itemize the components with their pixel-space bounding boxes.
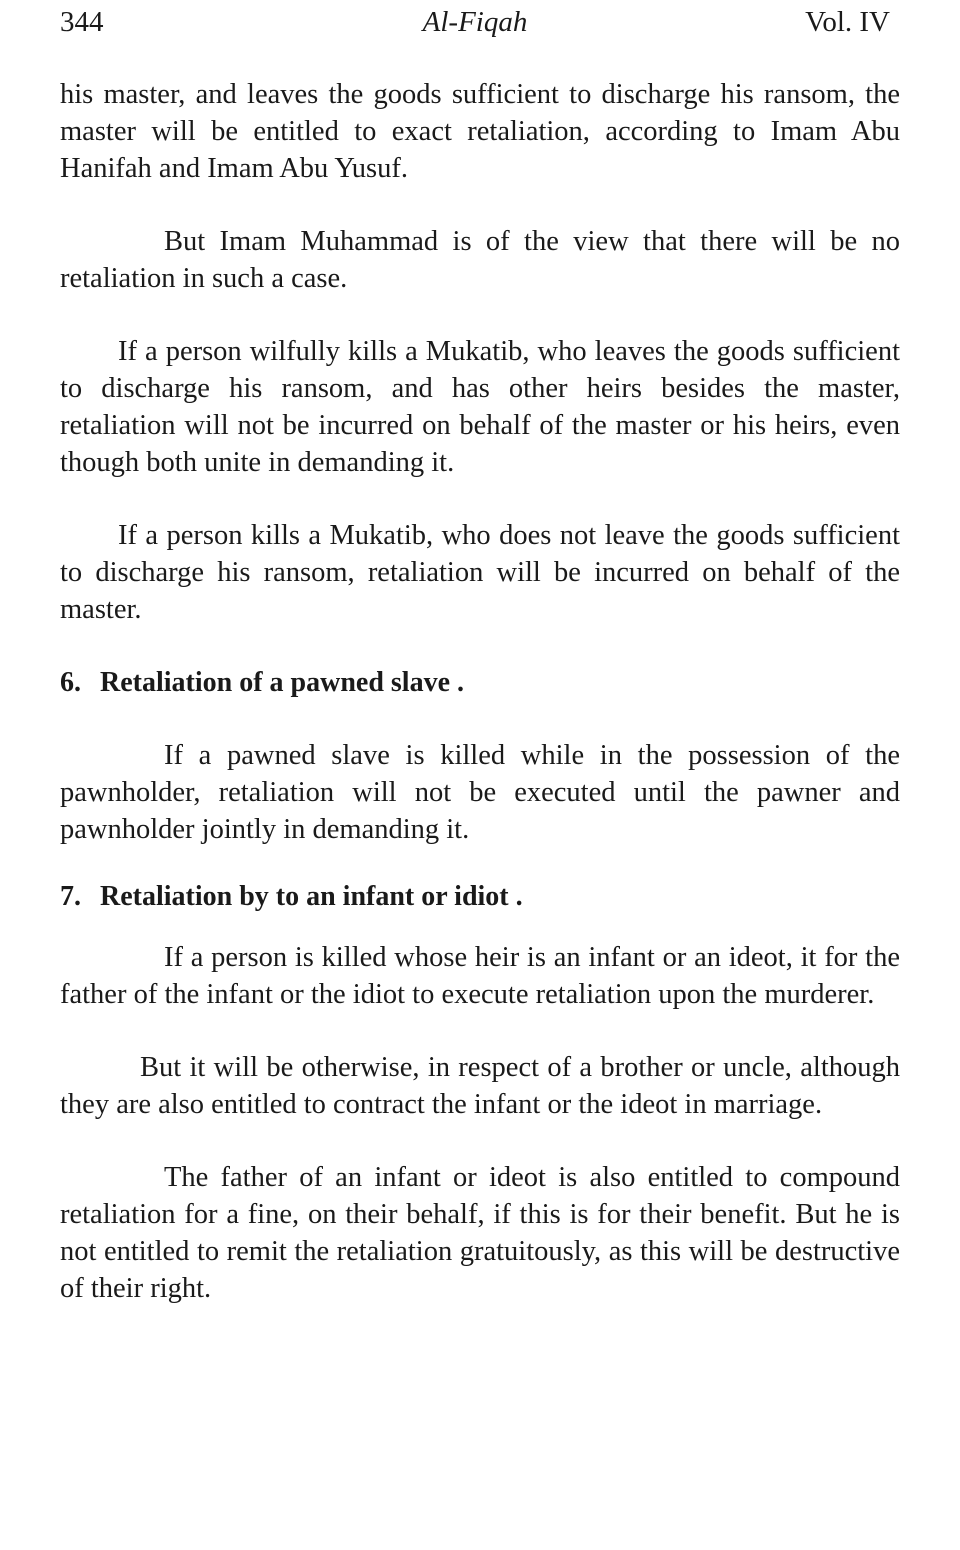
section-heading-6 [60,664,900,701]
section-number: 7. [60,881,81,912]
section-number: 6. [60,667,81,698]
book-title: Al-Fiqah [422,6,528,38]
page-number: 344 [60,6,104,38]
paragraph-6: If a person is killed whose heir is an infant or an ideot, it for the father of the infant or the idiot to execute retaliation upon the murderer. [60,942,900,1010]
section-heading-7 [60,878,900,915]
paragraph-8: The father of an infant or ideot is also entitled to compound retaliation for a fine, on their behalf, if this is for their benefit. But he is not entitled to remit the retaliation gratuitously, as this will be destructive of their right. [60,1162,900,1304]
paragraph-2: But Imam Muhammad is of the view that there will be no retaliation in such a case. [60,226,900,294]
paragraph-7: But it will be otherwise, in respect of a brother or uncle, although they are also entitled to contract the infant or the ideot in marriage. [60,1052,900,1120]
volume-label: Vol. IV [805,6,890,38]
page-body [60,76,900,1307]
paragraph-5: If a pawned slave is killed while in the possession of the pawnholder, retaliation will not be executed until the pawner and pawnholder jointly in demanding it. [60,740,900,845]
paragraph-1: his master, and leaves the goods sufficient to discharge his ransom, the master will be entitled to exact retaliation, according to Imam Abu Hanifah and Imam Abu Yusuf. [60,79,900,184]
paragraph-3: If a person wilfully kills a Mukatib, who leaves the goods sufficient to discharge his ransom, and has other heirs besides the master, retaliation will not be incurred on behalf of the master or his heirs, even though both unite in demanding it. [60,336,900,478]
section-title: Retaliation by to an infant or idiot . [100,881,523,912]
paragraph-4: If a person kills a Mukatib, who does not leave the goods sufficient to discharge his ransom, retaliation will be incurred on behalf of the master. [60,520,900,625]
section-title: Retaliation of a pawned slave . [100,667,464,698]
page-header [60,2,890,42]
